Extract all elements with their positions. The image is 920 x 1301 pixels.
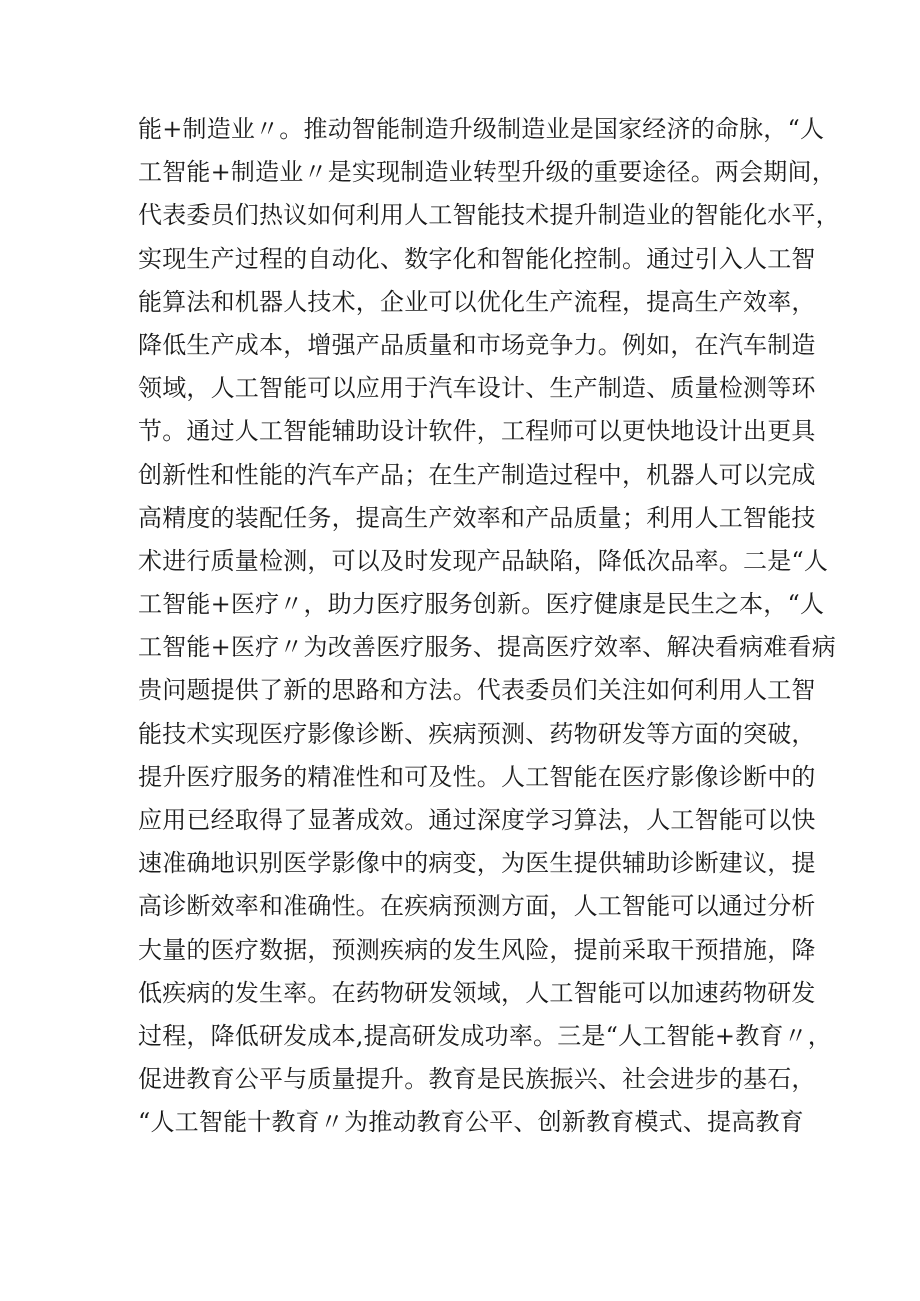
text-line: 工智能+制造业〃是实现制造业转型升级的重要途径。两会期间，: [138, 158, 836, 187]
text-line: 过程，降低研发成本,提高研发成功率。三是“人工智能+教育〃，: [138, 1021, 833, 1050]
text-line: 大量的医疗数据，预测疾病的发生风险，提前采取干预措施，降: [138, 935, 816, 964]
text-line: 促进教育公平与质量提升。教育是民族振兴、社会进步的基石，: [138, 1065, 816, 1094]
text-line: 高诊断效率和准确性。在疾病预测方面，人工智能可以通过分析: [138, 892, 816, 921]
text-line: 节。通过人工智能辅助设计软件，工程师可以更快地设计出更具: [138, 417, 816, 446]
text-line: 降低生产成本，增强产品质量和市场竞争力。例如，在汽车制造: [138, 330, 816, 359]
text-line: 能技术实现医疗影像诊断、疾病预测、药物研发等方面的突破，: [138, 719, 816, 748]
text-line: 提升医疗服务的精准性和可及性。人工智能在医疗影像诊断中的: [138, 762, 816, 791]
text-line: 代表委员们热议如何利用人工智能技术提升制造业的智能化水平，: [138, 201, 840, 230]
text-line: 工智能+医疗〃，助力医疗服务创新。医疗健康是民生之本，“人: [138, 590, 825, 619]
text-line: 速准确地识别医学影像中的病变，为医生提供辅助诊断建议，提: [138, 849, 816, 878]
text-line: 工智能+医疗〃为改善医疗服务、提高医疗效率、解决看病难看病: [138, 633, 836, 662]
text-line: 实现生产过程的自动化、数字化和智能化控制。通过引入人工智: [138, 244, 816, 273]
body-paragraph: [138, 108, 840, 1145]
text-line: 低疾病的发生率。在药物研发领域，人工智能可以加速药物研发: [138, 978, 816, 1007]
text-line: 应用已经取得了显著成效。通过深度学习算法，人工智能可以快: [138, 806, 816, 834]
text-line: 能算法和机器人技术，企业可以优化生产流程，提高生产效率，: [138, 287, 816, 316]
text-line: 领域，人工智能可以应用于汽车设计、生产制造、质量检测等环: [138, 374, 816, 403]
text-line: 高精度的装配任务，提高生产效率和产品质量；利用人工智能技: [138, 503, 816, 532]
text-line: 术进行质量检测，可以及时发现产品缺陷，降低次品率。二是“人: [138, 546, 829, 575]
text-line: 能+制造业〃。推动智能制造升级制造业是国家经济的命脉，“人: [138, 115, 825, 143]
text-line: 贵问题提供了新的思路和方法。代表委员们关注如何利用人工智: [138, 676, 816, 705]
text-line: “人工智能十教育〃为推动教育公平、创新教育模式、提高教育: [138, 1108, 804, 1137]
text-line: 创新性和性能的汽车产品；在生产制造过程中，机器人可以完成: [138, 460, 816, 489]
